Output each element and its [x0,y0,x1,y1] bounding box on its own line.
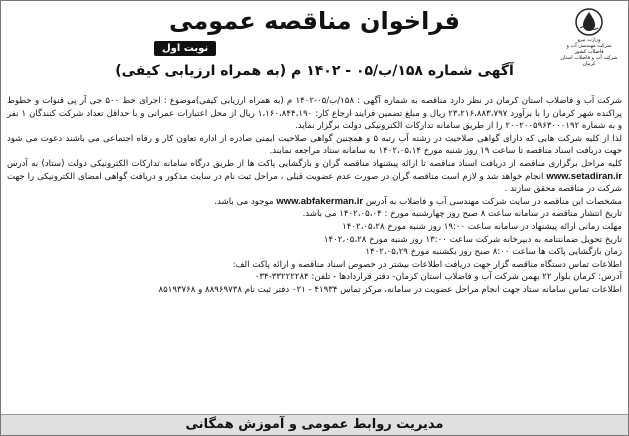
notice-subtitle: آگهی شماره ۱۵۸/ب/۰۵ - ۱۴۰۲ م (به همراه ارزیابی کیفی) [115,63,514,79]
setad-link[interactable]: www.setadiran.ir [546,170,623,182]
procedure-text-end: انجام خواهد شد و لازم است مناقصه گران در صورت عدم عضویت قبلی ، مراحل ثبت نام در سایت مذکور و دریافت گواهی امضای الکترونیکی را جهت شرکت در مناقصه محقق سازند . [7,171,622,195]
paragraph-address: آدرس: کرمان بلوار ۲۲ بهمن شرکت آب و فاضلاب استان کرمان- دفتر قراردادها - تلفن: ۳۳۲۲۲۲۸۴-۰۳۴ [254,272,622,283]
paragraph-eligibility: لذا از کلیه شرکت هایی که دارای گواهی صلاحیت در رشته آب رتبه ۵ و همچنین گواهی صلاحیت ایمنی صادره از اداره تعاون کار و رفاه اجتماعی می باشند دعوت می شود جهت دریافت اسناد مناقصه تا ساعت ۱۹ روز شنبه مورخ ۱۴۰۲،۰۵،۱۴ به سامانه ستاد مراجعه نمایند. [7,133,622,157]
specs-text-end: موجود می باشد. [214,196,274,207]
notice-body [7,95,622,297]
paragraph-guarantee-date: تاریخ تحویل ضمانتنامه به دبیرخانه شرکت ساعت ۱۳:۰۰ روز شنبه مورخ ۱۴۰۲،۰۵،۲۸ [323,234,622,245]
paragraph-contact-intro: اطلاعات تماس دستگاه مناقصه گزار جهت دریافت اطلاعات بیشتر در خصوص اسناد مناقصه و ارائه پاکت الف: [232,259,622,270]
round-badge: نوبت اول [154,41,216,56]
paragraph-procedure [7,158,622,196]
procedure-text-start: کلیه مراحل برگزاری مناقصه از دریافت اسناد مناقصه تا ارائه پیشنهاد مناقصه گران و بازگشایی پاکت ها از طریق درگاه سامانه تدارکات الکترونیکی دولت (ستاد) به آدرس [7,158,622,169]
paragraph-bid-deadline: مهلت زمانی ارائه پیشنهاد در سامانه ساعت ۱۹:۰۰ روز شنبه مورخ ۱۴۰۲،۰۵،۲۸ [342,221,622,232]
specs-text-start: مشخصات این مناقصه در سایت شرکت مهندسی آب و فاضلاب به آدرس [365,196,622,207]
paragraph-publish-date: تاریخ انتشار مناقصه در سامانه ساعت ۸ صبح روز چهارشنبه مورخ : ۱۴۰۲،۰۵،۰۴ می باشد. [302,209,622,220]
page-title: فراخوان مناقصه عمومی [169,7,460,35]
paragraph-setad-contact: اطلاعات تماس سامانه ستاد جهت انجام مراحل عضویت در سامانه، مرکز تماس ۴۱۹۳۴ - ۰۲۱ دفتر ثبت نام ۸۸۹۶۹۷۳۸ و ۸۵۱۹۳۷۶۸ [158,284,622,295]
paragraph-opening-date: زمان بازگشایی پاکت ها ساعت ۸:۰۰ صبح روز یکشنبه مورخ ۱۴۰۲،۰۵،۲۹ [365,247,622,258]
paragraph-intro: شرکت آب و فاضلاب استان کرمان در نظر دارد مناقصه به شماره آگهی : ۱۵۸/ب/۰۵-۱۴۰۲ م (به همراه ارزیابی کیفی)موضوع : اجرای خط ۵۰۰ جی آر پی قنوات و خطوط پراکنده شهر کرمان را با برآورد ۲۳،۲۱۶،۸۸۳،۷۹۷ ریال و مبلغ تضمین فرایند ارجاع کار: ۱،۱۶۰،۸۴۴،۱۹۰ ریال از محل اعتبارات عمرانی و با حداقل تعداد شرکت کنندگان ۱ نفر و به شماره ۲۰۰۲۰۰۵۹۶۳۰۰۰۱۹۲ را از طریق سامانه تدارکات الکترونیکی دولت برگزار نماید. [7,96,622,132]
logo-org-line2: شرکت مهندسی آب و فاضلاب کشور [566,43,612,55]
logo-org-line1: وزارت نیرو [577,37,601,43]
logo-org-line3: شرکت آب و فاضلاب استان کرمان [560,55,618,67]
footer-signature: مدیریت روابط عمومی و آموزش همگانی [1,414,628,435]
abfa-link[interactable]: www.abfakerman.ir [276,195,364,207]
paragraph-specs [7,196,622,209]
